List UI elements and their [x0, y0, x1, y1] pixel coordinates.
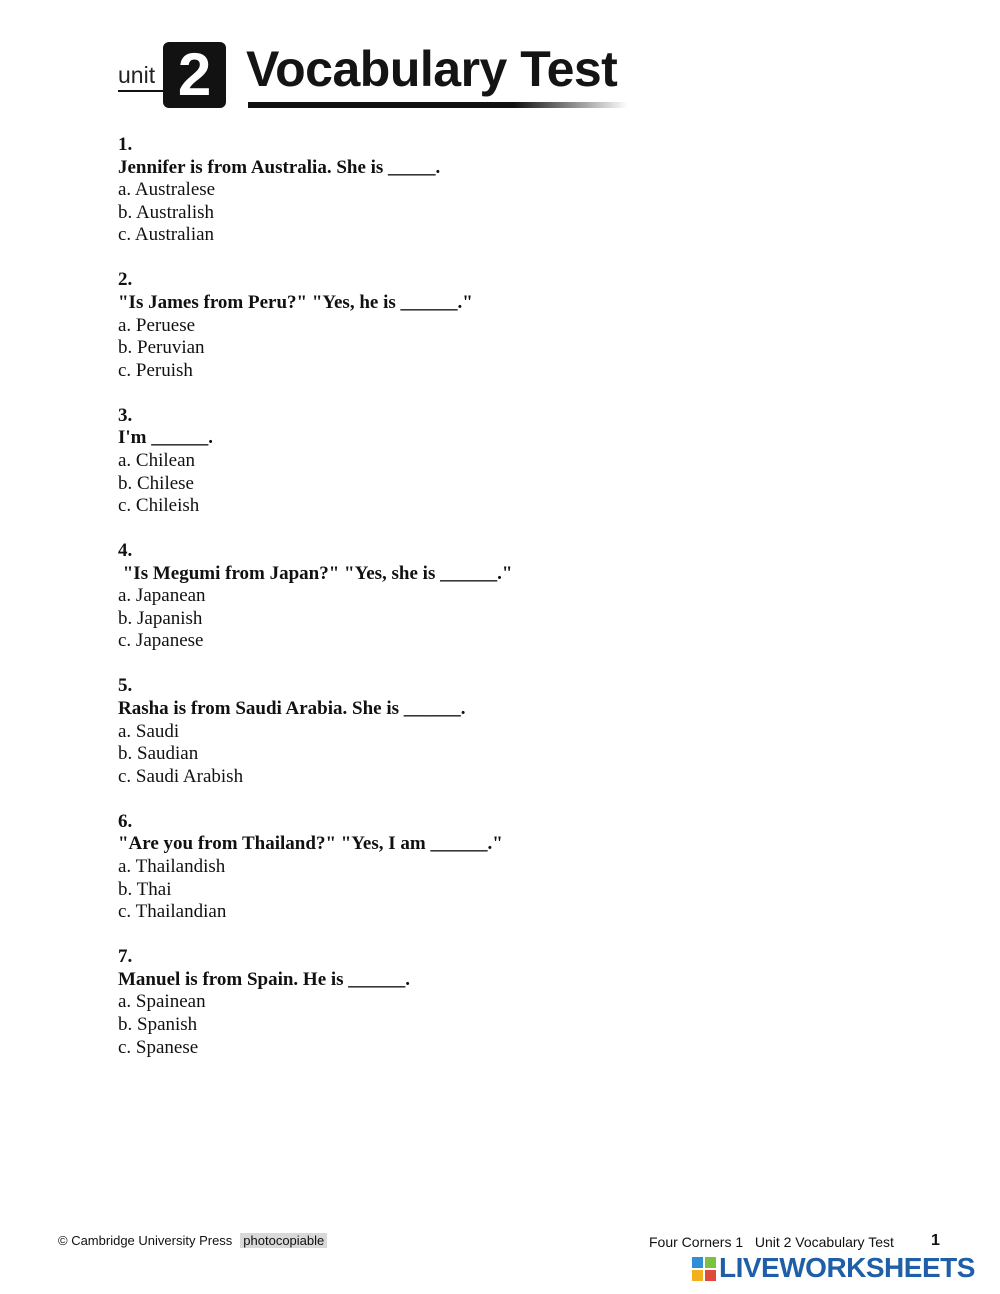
question-6 — [118, 811, 818, 924]
answer-option[interactable]: c. Peruish — [118, 359, 193, 381]
test-name: Unit 2 Vocabulary Test — [754, 1234, 894, 1250]
page-title: Vocabulary Test — [246, 41, 618, 97]
question-7 — [118, 946, 818, 1059]
answer-option[interactable]: c. Japanese — [118, 630, 204, 652]
answer-option[interactable]: a. Spainean — [118, 991, 206, 1013]
question-stem: I'm ______. — [118, 427, 213, 449]
copyright-text: © Cambridge University Press — [58, 1233, 233, 1248]
unit-label: unit — [118, 62, 156, 88]
answer-option[interactable]: c. Spanese — [118, 1036, 199, 1058]
page-number: 1 — [931, 1232, 940, 1249]
answer-option[interactable]: b. Japanish — [118, 607, 203, 629]
page-header — [118, 40, 638, 112]
unit-number-badge: 2 — [163, 42, 226, 108]
question-1 — [118, 134, 818, 247]
answer-option[interactable]: a. Peruese — [118, 314, 196, 336]
question-5 — [118, 675, 818, 788]
book-title: Four Corners 1 — [649, 1234, 744, 1250]
question-number: 6. — [118, 810, 133, 832]
answer-option[interactable]: b. Peruvian — [118, 337, 205, 359]
question-list — [118, 134, 818, 1082]
answer-option[interactable]: a. Chilean — [118, 449, 196, 471]
question-stem: Rasha is from Saudi Arabia. She is ______. — [118, 698, 466, 720]
answer-option[interactable]: b. Saudian — [118, 743, 199, 765]
title-underline — [248, 102, 628, 108]
answer-option[interactable]: b. Chilese — [118, 472, 194, 494]
answer-option[interactable]: b. Spanish — [118, 1013, 198, 1035]
question-number: 4. — [118, 540, 133, 562]
answer-option[interactable]: c. Saudi Arabish — [118, 765, 244, 787]
answer-option[interactable]: a. Japanean — [118, 585, 206, 607]
question-stem: "Is Megumi from Japan?" "Yes, she is ______." — [118, 562, 513, 584]
question-number: 1. — [118, 134, 133, 155]
question-4 — [118, 540, 818, 653]
answer-option[interactable]: b. Australish — [118, 201, 215, 223]
answer-option[interactable]: b. Thai — [118, 878, 172, 900]
question-stem: "Is James from Peru?" "Yes, he is ______." — [118, 291, 473, 313]
question-number: 5. — [118, 675, 133, 697]
footer-copyright-area — [58, 1233, 327, 1248]
answer-option[interactable]: c. Thailandian — [118, 901, 227, 923]
answer-option[interactable]: a. Saudi — [118, 720, 180, 742]
photocopiable-badge: photocopiable — [240, 1233, 327, 1248]
liveworksheets-logo-icon — [692, 1257, 716, 1281]
question-stem: Jennifer is from Australia. She is _____. — [118, 156, 441, 178]
question-number: 2. — [118, 269, 133, 291]
answer-option[interactable]: a. Australese — [118, 179, 216, 201]
answer-option[interactable]: c. Australian — [118, 224, 215, 246]
answer-option[interactable]: c. Chileish — [118, 495, 200, 517]
footer-book-info — [649, 1234, 894, 1250]
question-stem: "Are you from Thailand?" "Yes, I am ______." — [118, 833, 503, 855]
unit-underline — [118, 90, 166, 92]
question-number: 7. — [118, 946, 133, 968]
question-stem: Manuel is from Spain. He is ______. — [118, 968, 411, 990]
answer-option[interactable]: a. Thailandish — [118, 855, 226, 877]
question-3 — [118, 405, 818, 518]
question-number: 3. — [118, 404, 133, 426]
liveworksheets-wordmark: LIVEWORKSHEETS — [719, 1252, 975, 1283]
question-2 — [118, 269, 818, 382]
